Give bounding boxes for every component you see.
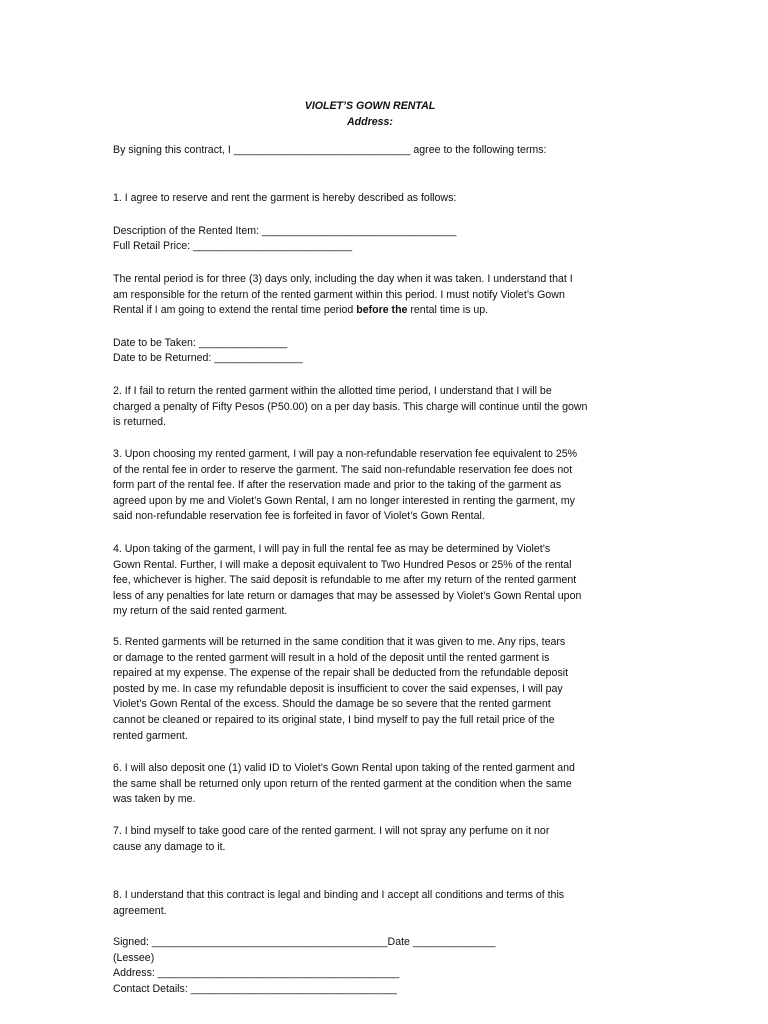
paragraph-line: cause any damage to it. [113, 840, 226, 853]
term-6 [113, 761, 633, 808]
paragraph-line: posted by me. In case my refundable deposit is insufficient to cover the said expenses, I will pay [113, 682, 563, 695]
description-field: Description of the Rented Item: _________________________________ [113, 225, 457, 237]
date-taken-field: Date to be Taken: _______________ [113, 337, 288, 349]
paragraph-line: or damage to the rented garment will result in a hold of the deposit until the rented garment is [113, 651, 550, 664]
paragraph-line: said non-refundable reservation fee is forfeited in favor of Violet’s Gown Rental. [113, 510, 485, 523]
paragraph-line: repaired at my expense. The expense of the repair shall be deducted from the refundable deposit [113, 667, 569, 680]
emphasis-before-the: before the [356, 304, 408, 317]
paragraph-line: Violet’s Gown Rental of the excess. Should the damage be so severe that the rented garment [113, 698, 551, 711]
address-heading: Address: [347, 116, 393, 128]
lessee-label: (Lessee) [113, 952, 155, 964]
paragraph-line: rented garment. [113, 729, 188, 742]
paragraph-line: 5. Rented garments will be returned in the same condition that it was given to me. Any rips, tears [113, 636, 566, 648]
paragraph-line: was taken by me. [113, 793, 196, 806]
paragraph-line: 2. If I fail to return the rented garment within the allotted time period, I understand that I will be [113, 385, 552, 397]
paragraph-line: agreed upon by me and Violet’s Gown Rental, I am no longer interested in renting the garment, my [113, 494, 575, 507]
paragraph-line: 4. Upon taking of the garment, I will pay in full the rental fee as may be determined by Violet’s [113, 543, 551, 555]
signer-address-field: Address: _________________________________________ [113, 967, 400, 979]
term-2 [113, 384, 633, 431]
paragraph-line: 8. I understand that this contract is legal and binding and I accept all conditions and terms of this [113, 889, 565, 901]
term-4 [113, 542, 633, 620]
paragraph-line: is returned. [113, 416, 166, 429]
intro-statement: By signing this contract, I ______________________________ agree to the following terms: [113, 144, 547, 156]
retail-price-field: Full Retail Price: ___________________________ [113, 240, 353, 252]
document-title: VIOLET’S GOWN RENTAL [304, 100, 436, 112]
signature-line: Signed: ________________________________________Date ______________ [113, 936, 496, 948]
paragraph-line: less of any penalties for late return or damages that may be assessed by Violet’s Gown Rental upon [113, 589, 582, 602]
paragraph-line: of the rental fee in order to reserve the garment. The said non-refundable reservation fee does not [113, 463, 573, 476]
paragraph-line: Gown Rental. Further, I will make a deposit equivalent to Two Hundred Pesos or 25% of the rental [113, 558, 572, 571]
date-returned-field: Date to be Returned: _______________ [113, 352, 303, 364]
paragraph-line: form part of the rental fee. If after the reservation made and prior to the taking of the garment as [113, 479, 562, 492]
paragraph-line: fee, whichever is higher. The said deposit is refundable to me after my return of the rented garment [113, 574, 577, 587]
term-7 [113, 824, 633, 855]
paragraph-line: my return of the said rented garment. [113, 605, 288, 618]
paragraph-line: cannot be cleaned or repaired to its original state, I bind myself to pay the full retail price of the [113, 713, 555, 726]
rental-period-paragraph [113, 272, 633, 319]
paragraph-line: charged a penalty of Fifty Pesos (P50.00) on a per day basis. This charge will continue until the gown [113, 400, 588, 413]
paragraph-line: The rental period is for three (3) days only, including the day when it was taken. I understand that I [113, 273, 573, 285]
term-1: 1. I agree to reserve and rent the garment is hereby described as follows: [113, 192, 457, 204]
paragraph-line: Rental if I am going to extend the rental time period before the rental time is up. [113, 304, 489, 317]
paragraph-line: the same shall be returned only upon return of the rented garment at the condition when the same [113, 777, 572, 790]
paragraph-line: 3. Upon choosing my rented garment, I will pay a non-refundable reservation fee equivalent to 25% [113, 448, 578, 460]
contact-details-field: Contact Details: ___________________________________ [113, 983, 397, 995]
term-8 [113, 888, 633, 919]
paragraph-line: agreement. [113, 904, 167, 917]
paragraph-line: 7. I bind myself to take good care of the rented garment. I will not spray any perfume on it nor [113, 825, 550, 837]
paragraph-line: am responsible for the return of the rented garment within this period. I must notify Violet’s Gown [113, 288, 565, 301]
term-3 [113, 447, 633, 525]
paragraph-line: 6. I will also deposit one (1) valid ID to Violet’s Gown Rental upon taking of the rented garment and [113, 762, 575, 774]
term-5 [113, 635, 633, 744]
